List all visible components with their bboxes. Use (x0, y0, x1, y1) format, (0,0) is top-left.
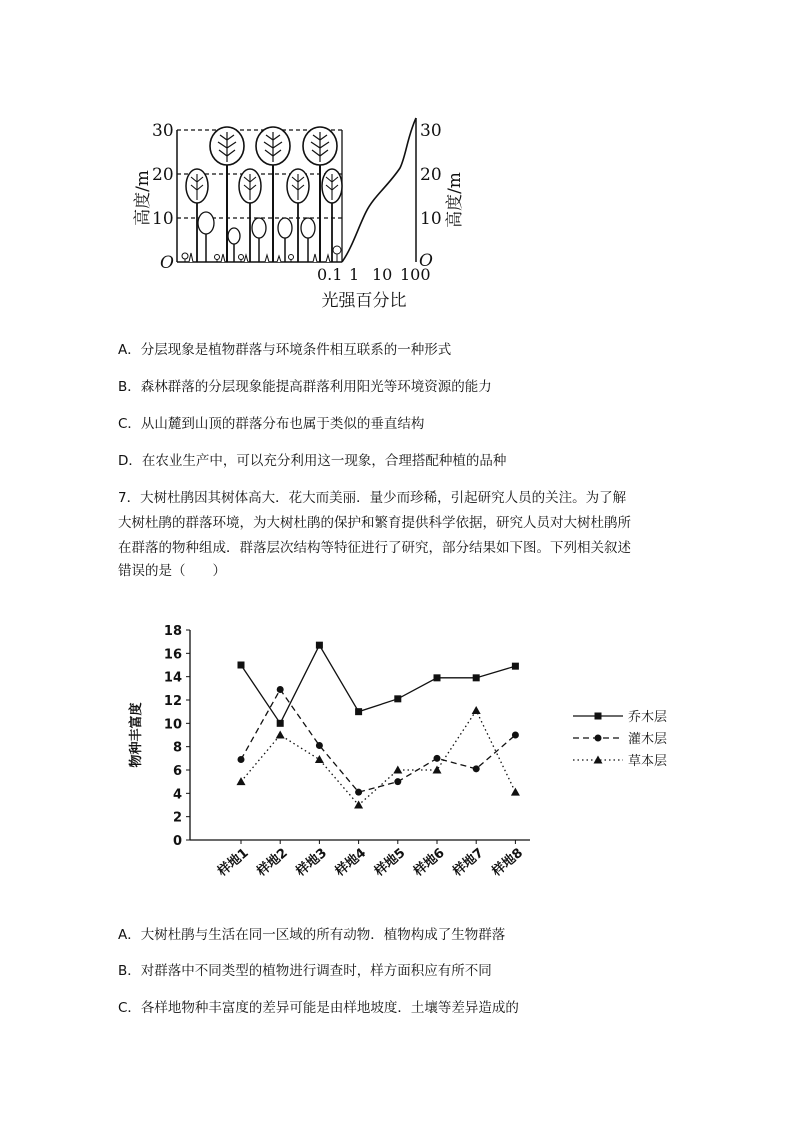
legend-label-1: 灌木层 (628, 732, 668, 747)
mid-tree-2 (239, 169, 261, 262)
y-tick-label: 10 (163, 717, 182, 733)
shrub-1 (198, 212, 214, 262)
marker-circle (355, 789, 362, 796)
x-tick-label: 样地2 (254, 845, 291, 880)
y-tick-label: 12 (163, 694, 182, 709)
x-tick-label: 样地1 (215, 845, 252, 880)
marker-triangle (393, 766, 402, 774)
x-tick-1: 1 (349, 265, 360, 284)
q7-line-2: 大树杜鹃的群落环境，为大树杜鹃的保护和繁育提供科学依据，研究人员对大树杜鹃所 (118, 515, 631, 531)
right-tick-20: 20 (420, 165, 442, 185)
richness-line-chart (110, 610, 690, 900)
q7-line-4: 错误的是（ ） (118, 563, 226, 579)
marker-square (394, 695, 401, 702)
marker-triangle (472, 706, 481, 714)
x-tick-label: 样地4 (332, 845, 370, 880)
marker-circle (316, 742, 323, 749)
marker-circle (394, 778, 401, 785)
legend-label-0: 乔木层 (628, 710, 668, 725)
marker-triangle (276, 731, 285, 739)
y-tick-label: 18 (163, 624, 182, 639)
y-tick-label: 6 (172, 764, 182, 779)
q7-option-b: B．对群落中不同类型的植物进行调查时，样方面积应有所不同 (118, 963, 492, 979)
marker-square (434, 674, 441, 681)
x-tick-label: 样地5 (371, 845, 409, 880)
shrub-5 (301, 218, 315, 262)
q7-option-c: C．各样地物种丰富度的差异可能是由样地坡度．土壤等差异造成的 (118, 1000, 519, 1016)
marker-triangle (511, 788, 520, 796)
right-axis-label-box (440, 150, 470, 250)
x-axis-label: 光强百分比 (321, 291, 407, 311)
marker-square (355, 708, 362, 715)
legend-label-2: 草本层 (628, 754, 668, 769)
y-axis-label: 物种丰富度 (129, 702, 144, 768)
marker-square (277, 720, 284, 727)
y-tick-label: 8 (172, 740, 182, 756)
forest-layer-figure (120, 110, 450, 320)
marker-triangle (433, 766, 442, 774)
left-tick-30: 30 (152, 121, 174, 141)
right-origin: O (419, 251, 433, 271)
q7-line-1: 7．大树杜鹃因其树体高大．花大而美丽．量少而珍稀，引起研究人员的关注。为了解 (118, 490, 627, 506)
q6-option-b: B．森林群落的分层现象能提高群落利用阳光等环境资源的能力 (118, 379, 492, 395)
x-tick-label: 样地8 (489, 845, 526, 880)
legend-marker (595, 735, 602, 742)
q6-option-d: D．在农业生产中，可以充分利用这一现象，合理搭配种植的品种 (118, 453, 507, 469)
q7-option-a: A．大树杜鹃与生活在同一区域的所有动物．植物构成了生物群落 (118, 927, 506, 943)
y-tick-label: 2 (172, 810, 182, 826)
right-tick-10: 10 (420, 209, 442, 229)
q6-option-c: C．从山麓到山顶的群落分布也属于类似的垂直结构 (118, 416, 425, 432)
right-tick-30: 30 (420, 121, 442, 141)
left-axis-label: 高度/m (133, 170, 153, 226)
marker-square (512, 663, 519, 670)
y-tick-label: 4 (172, 787, 182, 803)
x-tick-label: 样地3 (293, 845, 330, 880)
marker-square (473, 674, 480, 681)
marker-circle (434, 755, 441, 762)
y-tick-label: 16 (163, 647, 182, 663)
x-tick-10: 10 (372, 265, 393, 284)
x-tick-label: 样地6 (411, 845, 448, 880)
marker-circle (512, 732, 519, 739)
left-tick-20: 20 (152, 165, 174, 185)
left-origin: O (160, 253, 174, 273)
x-tick-0.1: 0.1 (317, 265, 343, 284)
marker-circle (238, 756, 245, 763)
left-tick-10: 10 (152, 209, 174, 229)
marker-square (238, 662, 245, 669)
marker-circle (277, 686, 284, 693)
shrub-3 (252, 218, 266, 262)
q6-option-a: A．分层现象是植物群落与环境条件相互联系的一种形式 (118, 342, 452, 358)
marker-triangle (315, 755, 324, 763)
q7-line-3: 在群落的物种组成．群落层次结构等特征进行了研究，部分结果如下图。下列相关叙述 (118, 540, 631, 556)
marker-square (316, 642, 323, 649)
light-curve (342, 118, 416, 262)
y-tick-label: 0 (172, 834, 182, 849)
x-tick-label: 样地7 (450, 845, 487, 880)
mid-tree-3 (287, 169, 309, 262)
legend-marker (595, 713, 602, 720)
x-tick-100: 100 (400, 265, 431, 284)
right-height-label: 高度/m (445, 172, 465, 228)
y-tick-label: 14 (163, 670, 182, 686)
marker-circle (473, 765, 480, 772)
